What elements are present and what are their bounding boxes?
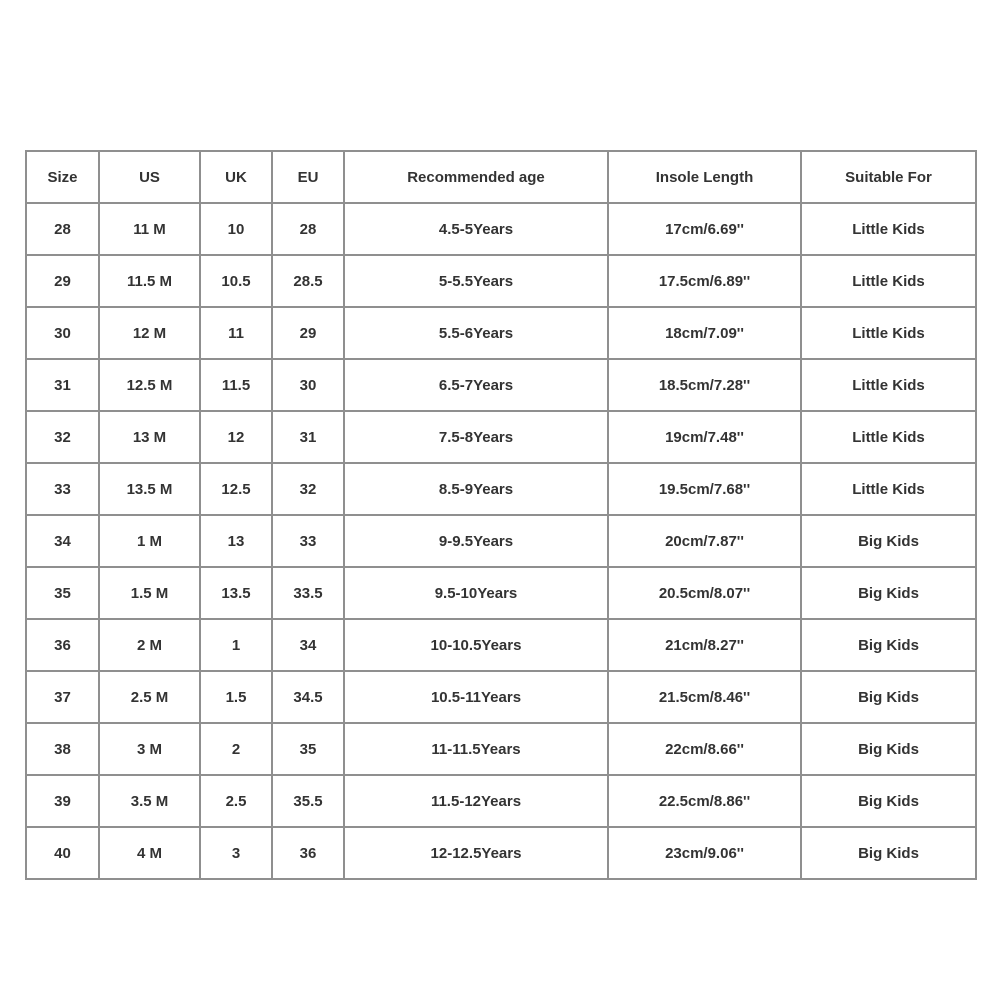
uk-cell: 11.5 xyxy=(200,359,272,411)
us-cell: 13.5 M xyxy=(99,463,200,515)
table-row xyxy=(26,359,976,411)
recommended-age-cell: 11.5-12Years xyxy=(344,775,608,827)
recommended-age-cell: 12-12.5Years xyxy=(344,827,608,879)
header-recommended-age: Recommended age xyxy=(344,151,608,203)
header-uk: UK xyxy=(200,151,272,203)
suitable-for-cell: Big Kids xyxy=(801,671,976,723)
recommended-age-cell: 11-11.5Years xyxy=(344,723,608,775)
size-cell: 35 xyxy=(26,567,99,619)
us-cell: 2.5 M xyxy=(99,671,200,723)
insole-length-cell: 18cm/7.09'' xyxy=(608,307,801,359)
insole-length-cell: 18.5cm/7.28'' xyxy=(608,359,801,411)
recommended-age-cell: 4.5-5Years xyxy=(344,203,608,255)
size-cell: 40 xyxy=(26,827,99,879)
size-cell: 38 xyxy=(26,723,99,775)
uk-cell: 12.5 xyxy=(200,463,272,515)
uk-cell: 11 xyxy=(200,307,272,359)
suitable-for-cell: Big Kids xyxy=(801,827,976,879)
uk-cell: 10.5 xyxy=(200,255,272,307)
eu-cell: 29 xyxy=(272,307,344,359)
insole-length-cell: 19.5cm/7.68'' xyxy=(608,463,801,515)
recommended-age-cell: 8.5-9Years xyxy=(344,463,608,515)
header-size: Size xyxy=(26,151,99,203)
header-eu: EU xyxy=(272,151,344,203)
header-row xyxy=(26,151,976,203)
insole-length-cell: 22cm/8.66'' xyxy=(608,723,801,775)
eu-cell: 32 xyxy=(272,463,344,515)
recommended-age-cell: 9-9.5Years xyxy=(344,515,608,567)
uk-cell: 2.5 xyxy=(200,775,272,827)
table-row xyxy=(26,827,976,879)
us-cell: 4 M xyxy=(99,827,200,879)
us-cell: 1 M xyxy=(99,515,200,567)
eu-cell: 35 xyxy=(272,723,344,775)
eu-cell: 31 xyxy=(272,411,344,463)
table-row xyxy=(26,671,976,723)
size-cell: 28 xyxy=(26,203,99,255)
recommended-age-cell: 10-10.5Years xyxy=(344,619,608,671)
us-cell: 2 M xyxy=(99,619,200,671)
uk-cell: 12 xyxy=(200,411,272,463)
insole-length-cell: 20cm/7.87'' xyxy=(608,515,801,567)
size-cell: 34 xyxy=(26,515,99,567)
size-cell: 36 xyxy=(26,619,99,671)
us-cell: 11 M xyxy=(99,203,200,255)
table-row xyxy=(26,775,976,827)
size-chart-table xyxy=(25,150,977,880)
uk-cell: 1.5 xyxy=(200,671,272,723)
us-cell: 1.5 M xyxy=(99,567,200,619)
suitable-for-cell: Big Kids xyxy=(801,775,976,827)
suitable-for-cell: Little Kids xyxy=(801,463,976,515)
suitable-for-cell: Little Kids xyxy=(801,359,976,411)
size-cell: 39 xyxy=(26,775,99,827)
insole-length-cell: 20.5cm/8.07'' xyxy=(608,567,801,619)
eu-cell: 28 xyxy=(272,203,344,255)
size-cell: 33 xyxy=(26,463,99,515)
suitable-for-cell: Big Kids xyxy=(801,723,976,775)
us-cell: 12 M xyxy=(99,307,200,359)
recommended-age-cell: 10.5-11Years xyxy=(344,671,608,723)
table-row xyxy=(26,567,976,619)
insole-length-cell: 21cm/8.27'' xyxy=(608,619,801,671)
suitable-for-cell: Little Kids xyxy=(801,203,976,255)
eu-cell: 33 xyxy=(272,515,344,567)
suitable-for-cell: Little Kids xyxy=(801,411,976,463)
table-row xyxy=(26,463,976,515)
suitable-for-cell: Big Kids xyxy=(801,619,976,671)
header-insole-length: Insole Length xyxy=(608,151,801,203)
uk-cell: 1 xyxy=(200,619,272,671)
suitable-for-cell: Big Kids xyxy=(801,515,976,567)
size-cell: 29 xyxy=(26,255,99,307)
uk-cell: 13 xyxy=(200,515,272,567)
suitable-for-cell: Big Kids xyxy=(801,567,976,619)
us-cell: 3 M xyxy=(99,723,200,775)
suitable-for-cell: Little Kids xyxy=(801,255,976,307)
table-row xyxy=(26,723,976,775)
table-row xyxy=(26,619,976,671)
insole-length-cell: 19cm/7.48'' xyxy=(608,411,801,463)
recommended-age-cell: 5-5.5Years xyxy=(344,255,608,307)
size-cell: 37 xyxy=(26,671,99,723)
table-row xyxy=(26,203,976,255)
uk-cell: 2 xyxy=(200,723,272,775)
recommended-age-cell: 6.5-7Years xyxy=(344,359,608,411)
recommended-age-cell: 5.5-6Years xyxy=(344,307,608,359)
uk-cell: 3 xyxy=(200,827,272,879)
eu-cell: 35.5 xyxy=(272,775,344,827)
eu-cell: 28.5 xyxy=(272,255,344,307)
size-cell: 30 xyxy=(26,307,99,359)
insole-length-cell: 17cm/6.69'' xyxy=(608,203,801,255)
table-body xyxy=(26,203,976,879)
us-cell: 11.5 M xyxy=(99,255,200,307)
recommended-age-cell: 7.5-8Years xyxy=(344,411,608,463)
header-suitable-for: Suitable For xyxy=(801,151,976,203)
insole-length-cell: 23cm/9.06'' xyxy=(608,827,801,879)
table-row xyxy=(26,255,976,307)
eu-cell: 34 xyxy=(272,619,344,671)
table-row xyxy=(26,411,976,463)
insole-length-cell: 21.5cm/8.46'' xyxy=(608,671,801,723)
table-row xyxy=(26,307,976,359)
header-us: US xyxy=(99,151,200,203)
eu-cell: 34.5 xyxy=(272,671,344,723)
eu-cell: 36 xyxy=(272,827,344,879)
eu-cell: 30 xyxy=(272,359,344,411)
uk-cell: 13.5 xyxy=(200,567,272,619)
insole-length-cell: 22.5cm/8.86'' xyxy=(608,775,801,827)
us-cell: 13 M xyxy=(99,411,200,463)
uk-cell: 10 xyxy=(200,203,272,255)
recommended-age-cell: 9.5-10Years xyxy=(344,567,608,619)
us-cell: 12.5 M xyxy=(99,359,200,411)
size-cell: 31 xyxy=(26,359,99,411)
eu-cell: 33.5 xyxy=(272,567,344,619)
suitable-for-cell: Little Kids xyxy=(801,307,976,359)
us-cell: 3.5 M xyxy=(99,775,200,827)
size-cell: 32 xyxy=(26,411,99,463)
table-header xyxy=(26,151,976,203)
insole-length-cell: 17.5cm/6.89'' xyxy=(608,255,801,307)
table-row xyxy=(26,515,976,567)
